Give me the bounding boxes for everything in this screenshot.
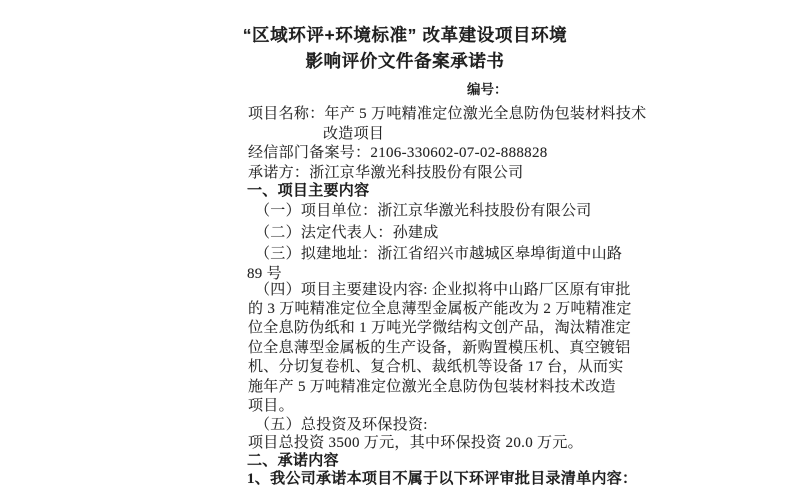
section1-heading: 一、项目主要内容: [247, 182, 370, 199]
section1-item4-construction-line4: 位全息薄型金属板的生产设备，新购置模压机、真空镀铝: [248, 340, 631, 356]
section1-item4-construction-line5: 机、分切复卷机、复合机、裁纸机等设备 17 台，从而实: [248, 359, 624, 375]
section1-item5-investment-amounts: 项目总投资 3500 万元，其中环保投资 20.0 万元。: [248, 435, 583, 451]
field-record-number: [248, 144, 548, 163]
document-title-line2: 影响评价文件备案承诺书: [305, 51, 505, 71]
field-record-number-value: 2106-330602-07-02-888828: [370, 145, 548, 161]
section1-item4-construction-line1: （四）项目主要建设内容: 企业拟将中山路厂区原有审批: [255, 282, 631, 298]
field-project-name-label: 项目名称：: [248, 106, 325, 122]
field-project-name-value: 年产 5 万吨精准定位激光全息防伪包装材料技术: [324, 106, 647, 122]
field-promisor-label: 承诺方：: [248, 165, 310, 181]
section1-item4-construction-line2: 的 3 万吨精准定位全息薄型金属板产能改为 2 万吨精准定: [248, 301, 632, 317]
section1-item5-investment-heading: （五）总投资及环保投资:: [255, 417, 428, 433]
section1-item4-construction-line7: 项目。: [248, 398, 294, 414]
field-project-name: [248, 105, 646, 124]
section1-item4-construction-line6: 施年产 5 万吨精准定位激光全息防伪包装材料技术改造: [248, 379, 616, 395]
section1-item3-address-line1: （三）拟建地址：浙江省绍兴市越城区皋埠街道中山路: [255, 246, 623, 262]
field-promisor: [248, 164, 523, 183]
field-project-name-continued: 改造项目: [323, 126, 385, 142]
field-record-number-label: 经信部门备案号：: [248, 145, 371, 161]
section2-commitment-line1: 1、我公司承诺本项目不属于以下环评审批目录清单内容：: [247, 471, 638, 487]
section1-item1-project-unit: （一）项目单位：浙江京华激光科技股份有限公司: [255, 203, 592, 219]
section1-item3-address-line2: 89 号: [247, 266, 282, 282]
field-promisor-value: 浙江京华激光科技股份有限公司: [309, 165, 524, 181]
section1-item2-legal-representative: （二）法定代表人：孙建成: [255, 225, 439, 241]
document-title-line1: “区域环评+环境标准” 改革建设项目环境: [242, 25, 568, 45]
section1-item4-construction-line3: 位全息防伪纸和 1 万吨光学微结构文创产品，淘汰精准定: [248, 320, 632, 336]
section2-heading: 二、承诺内容: [247, 452, 339, 469]
serial-number-label: 编号：: [467, 82, 508, 97]
